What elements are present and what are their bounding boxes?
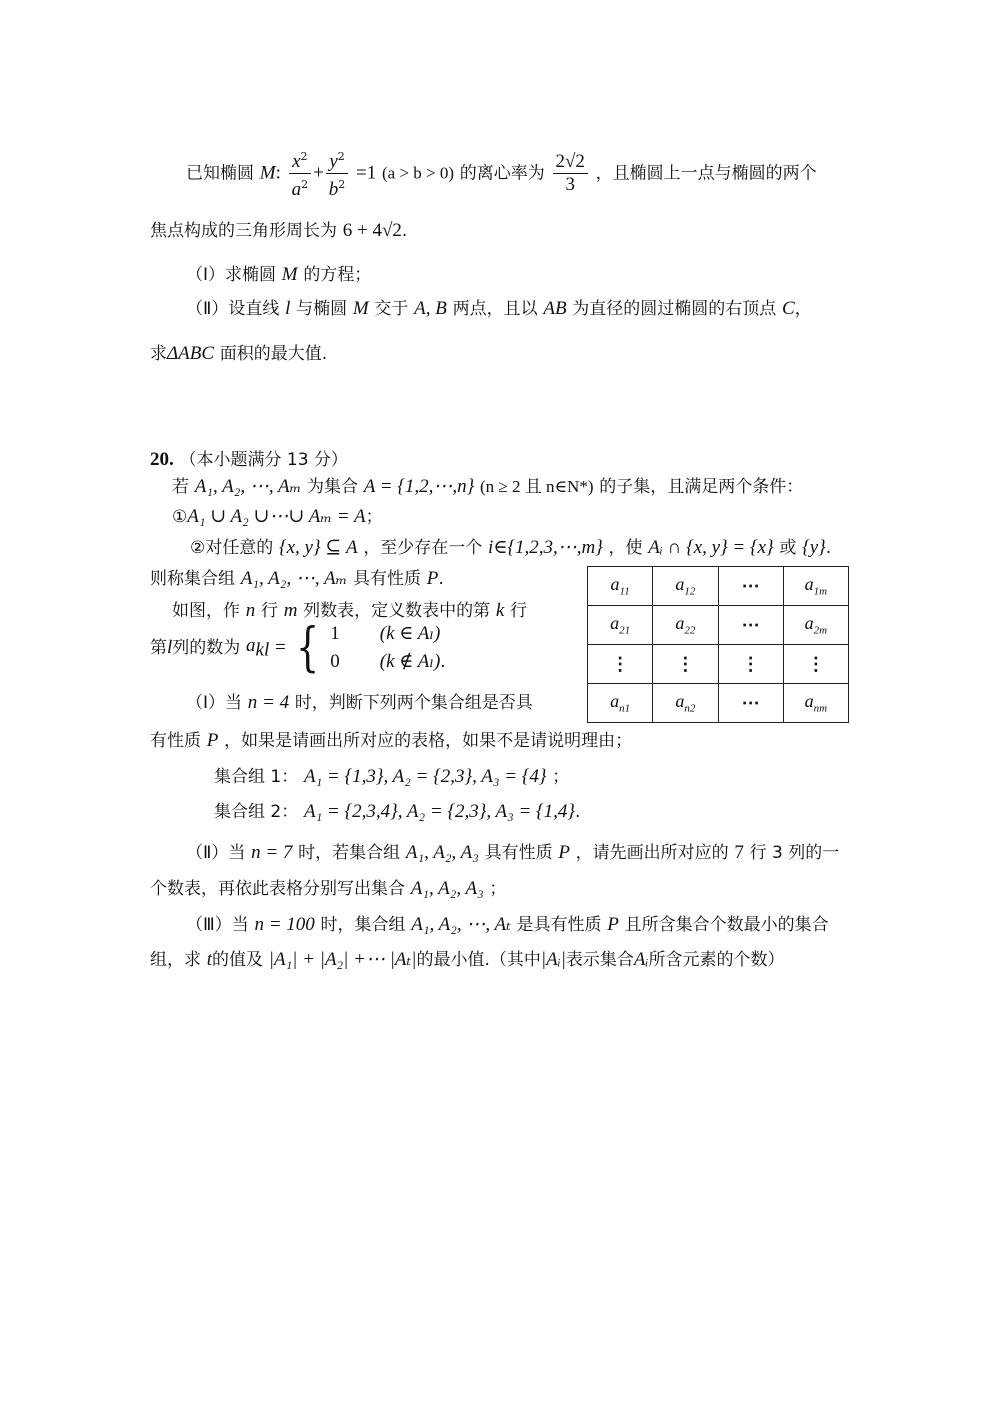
math-eq: =	[274, 637, 286, 658]
p19-text: 焦点构成的三角形周长为	[150, 221, 337, 241]
table-cell: ⋮	[588, 645, 653, 684]
group2-label: 集合组 2：	[214, 802, 299, 822]
p20-text: .	[574, 802, 581, 822]
p20-text: 是具有性质	[516, 915, 602, 935]
p20-text: 如图，作	[172, 601, 240, 621]
table-cell: $a_{22}$	[653, 606, 718, 645]
p20-text: 时，判断下列两个集合组是否具	[294, 693, 533, 713]
p20-text: 的值及	[212, 950, 264, 970]
p20-cond2	[190, 535, 831, 561]
math-b: b	[328, 179, 339, 200]
math-P: P	[607, 914, 619, 935]
math-cond: (n ≥ 2 且 n∈N*)	[479, 477, 594, 496]
table-cell: ⋯	[718, 606, 783, 645]
p20-text: 或	[779, 538, 797, 558]
p20-text: 第	[150, 638, 167, 658]
table-row	[588, 567, 849, 606]
p20-q1	[186, 690, 533, 716]
table-cell: $a_{1m}$	[783, 567, 848, 606]
p20-q2	[186, 840, 839, 866]
p20-text: 的子集，且满足两个条件：	[599, 477, 804, 497]
p20-text: ；	[489, 879, 507, 899]
math-y-set: {y}	[802, 537, 826, 558]
p20-text: 时，若集合组	[298, 843, 401, 863]
piecewise-cases	[330, 620, 445, 676]
p19-line1: 已知椭圆 M: $\frac{x^2}{a^2}$ + $\frac{y^2}{b^2}$ =1 (a > b > 0) 的离心率为 $\frac{2√2}{3}$ ，且椭圆上一点与椭圆的两个	[186, 146, 817, 201]
p20-q3b	[150, 947, 785, 973]
p20-text: 具有性质	[484, 843, 553, 863]
math-xy: {x, y} ⊆ A	[278, 537, 358, 558]
math-n: n	[245, 600, 256, 621]
table-row	[588, 684, 849, 723]
math-sets3: A₁, A₂, A₃	[410, 878, 484, 899]
math-abs: |Aᵢ|	[540, 949, 566, 970]
math-M: M	[259, 162, 276, 184]
p20-text: 个数表，再依此表格分别写出集合	[150, 879, 405, 899]
number-table	[587, 566, 849, 723]
math-l: l	[167, 637, 173, 658]
p20-text: ；	[365, 507, 383, 527]
table-cell: $a_{21}$	[588, 606, 653, 645]
math-kl-sub: kl	[255, 639, 270, 661]
math-x: x	[292, 151, 301, 172]
frac-y2-b2: $\frac{y^2}{b^2}$	[326, 146, 349, 201]
group1-sets: A₁ = {1,3}, A₂ = {2,3}, A₃ = {4}	[303, 766, 547, 787]
math-union: A₁ ∪ A₂ ∪⋯∪ Aₘ = A	[187, 506, 366, 527]
table-cell: ⋯	[718, 567, 783, 606]
p19-text: 已知椭圆	[186, 163, 254, 184]
math-M: M	[281, 264, 298, 285]
p20-definition	[150, 620, 446, 676]
p20-text: 行	[510, 601, 528, 621]
p20-header	[150, 447, 348, 473]
math-P: P	[558, 842, 570, 863]
math-Ai: Aᵢ	[633, 949, 649, 970]
p20-text: ①	[172, 507, 188, 527]
math-P: P	[206, 730, 219, 751]
math-n7: n = 7	[251, 842, 293, 863]
p19-part1	[186, 262, 371, 288]
ecc-num: 2√2	[553, 151, 588, 174]
p20-cond1	[172, 504, 383, 530]
p20-text: 且所含集合个数最小的集合	[624, 915, 829, 935]
math-triangle: ΔABC	[167, 343, 215, 364]
p20-text: 具有性质	[352, 569, 421, 589]
math-n100: n = 100	[254, 914, 315, 935]
table-cell: $a_{n1}$	[588, 684, 653, 723]
p20-text: 的最小值.（其中	[416, 950, 541, 970]
table-cell: $a_{nm}$	[783, 684, 848, 723]
p19-part2-label: （Ⅱ）设直线	[186, 299, 280, 319]
math-sets3: A₁, A₂, A₃	[405, 842, 479, 863]
p20-text: 若	[172, 477, 189, 497]
p20-then	[150, 566, 444, 592]
p19-text: 两点，且以	[452, 299, 538, 319]
p20-text: ，至少存在一个	[363, 538, 483, 558]
p20-text: .	[825, 538, 832, 558]
p19-text: .	[401, 221, 408, 241]
p20-text: 时，集合组	[320, 915, 406, 935]
table-cell: ⋮	[653, 645, 718, 684]
p19-part2	[186, 296, 812, 322]
p20-q1b	[150, 728, 632, 754]
math-a: a	[246, 634, 256, 656]
frac-eccentricity	[553, 151, 588, 196]
p20-q2-label: （Ⅱ）当	[186, 843, 246, 863]
table-row	[588, 606, 849, 645]
p20-group2	[214, 799, 580, 825]
p19-text: 为直径的圆过椭圆的右顶点	[572, 299, 777, 319]
p20-text: .	[440, 652, 446, 672]
group2-sets: A₁ = {2,3,4}, A₂ = {2,3}, A₃ = {1,4}	[303, 801, 575, 822]
table-cell: $a_{12}$	[653, 567, 718, 606]
math-eq1: =1	[356, 162, 377, 184]
p20-q3	[186, 912, 829, 938]
p20-text: 则称集合组	[150, 569, 235, 589]
math-7: 7	[734, 842, 744, 863]
math-a: a	[291, 179, 302, 200]
table-cell: ⋯	[718, 684, 783, 723]
p19-last	[150, 341, 327, 367]
p20-text: ②对任意的	[190, 538, 274, 558]
group1-label: 集合组 1：	[214, 767, 299, 787]
math-y: y	[329, 151, 338, 172]
math-intersection: Aᵢ ∩ {x, y} = {x}	[648, 537, 774, 558]
p20-text: 列的数为	[172, 638, 241, 658]
p19-text: 的方程；	[303, 265, 372, 285]
frac-x2-a2: $\frac{x^2}{a^2}$	[289, 146, 312, 201]
p20-text: 所含元素的个数）	[648, 950, 785, 970]
math-C: C	[782, 298, 795, 319]
case0-cond: (k ∉ Aₗ)	[379, 651, 441, 672]
table-cell: ⋮	[783, 645, 848, 684]
p20-text: ，如果是请画出所对应的表格，如果不是请说明理由；	[224, 731, 633, 751]
p20-text: 行 3 列的一	[749, 843, 840, 863]
p20-q3-label: （Ⅲ）当	[186, 915, 249, 935]
p20-text: 有性质	[150, 731, 201, 751]
p20-text: 为集合	[306, 477, 358, 497]
p19-line2	[150, 218, 407, 244]
math-M: M	[352, 298, 369, 319]
p20-text: .	[438, 569, 444, 589]
p19-text: ，且椭圆上一点与椭圆的两个	[595, 163, 817, 184]
p20-text: 行	[260, 601, 278, 621]
p20-text: 表示集合	[565, 950, 634, 970]
case1-cond: (k ∈ Aₗ)	[379, 623, 441, 644]
math-colon: :	[275, 162, 281, 184]
left-brace: {	[296, 618, 320, 678]
case1-value: 1	[330, 623, 340, 644]
p19-text: 的离心率为	[459, 163, 545, 184]
math-sets: A₁, A₂, ⋯, Aₘ	[240, 568, 348, 589]
math-sets: A₁, A₂, ⋯, Aₘ	[194, 476, 302, 497]
math-m: m	[283, 600, 298, 621]
p20-text: ，请先画出所对应的	[575, 843, 729, 863]
table-cell: $a_{n2}$	[653, 684, 718, 723]
math-P: P	[426, 568, 439, 589]
math-setA: A = {1,2,⋯,n}	[363, 476, 475, 497]
p19-text: 与椭圆	[296, 299, 348, 319]
table-cell: ⋮	[718, 645, 783, 684]
p20-q2b	[150, 876, 506, 902]
math-AB-points: A, B	[414, 298, 447, 319]
p20-text: ；	[552, 767, 570, 787]
p20-text: ，使	[608, 538, 643, 558]
p20-intro	[172, 474, 803, 500]
p19-text: 面积的最大值.	[219, 344, 328, 364]
p20-group1	[214, 764, 569, 790]
ecc-den: 3	[565, 174, 575, 195]
math-sum: |A₁| + |A₂| +⋯ |Aₜ|	[268, 949, 417, 970]
p19-text: 交于	[374, 299, 409, 319]
math-t: t	[206, 949, 213, 970]
math-k: k	[495, 600, 505, 621]
p19-part1-label: （Ⅰ）求椭圆	[186, 265, 277, 285]
p19-text: ，	[794, 299, 812, 319]
table-cell: $a_{11}$	[588, 567, 653, 606]
math-l: l	[285, 298, 291, 319]
math-AB: AB	[543, 298, 567, 319]
problem-score: （本小题满分 13 分）	[179, 450, 348, 470]
case0-value: 0	[330, 651, 340, 672]
math-n4: n = 4	[247, 692, 290, 713]
p20-text: 列数表，定义数表中的第	[303, 601, 491, 621]
p19-text: 求	[150, 344, 167, 364]
math-sets-t: A₁, A₂, ⋯, Aₜ	[411, 914, 511, 935]
table-row	[588, 645, 849, 684]
problem-number: 20.	[150, 449, 174, 470]
p20-q1-label: （Ⅰ）当	[186, 693, 243, 713]
table-cell: $a_{2m}$	[783, 606, 848, 645]
math-perimeter: 6 + 4√2	[342, 220, 402, 241]
p20-text: 组，求	[150, 950, 201, 970]
math-i: i∈{1,2,3,⋯,m}	[488, 537, 603, 558]
math-cond: (a > b > 0)	[381, 163, 455, 183]
